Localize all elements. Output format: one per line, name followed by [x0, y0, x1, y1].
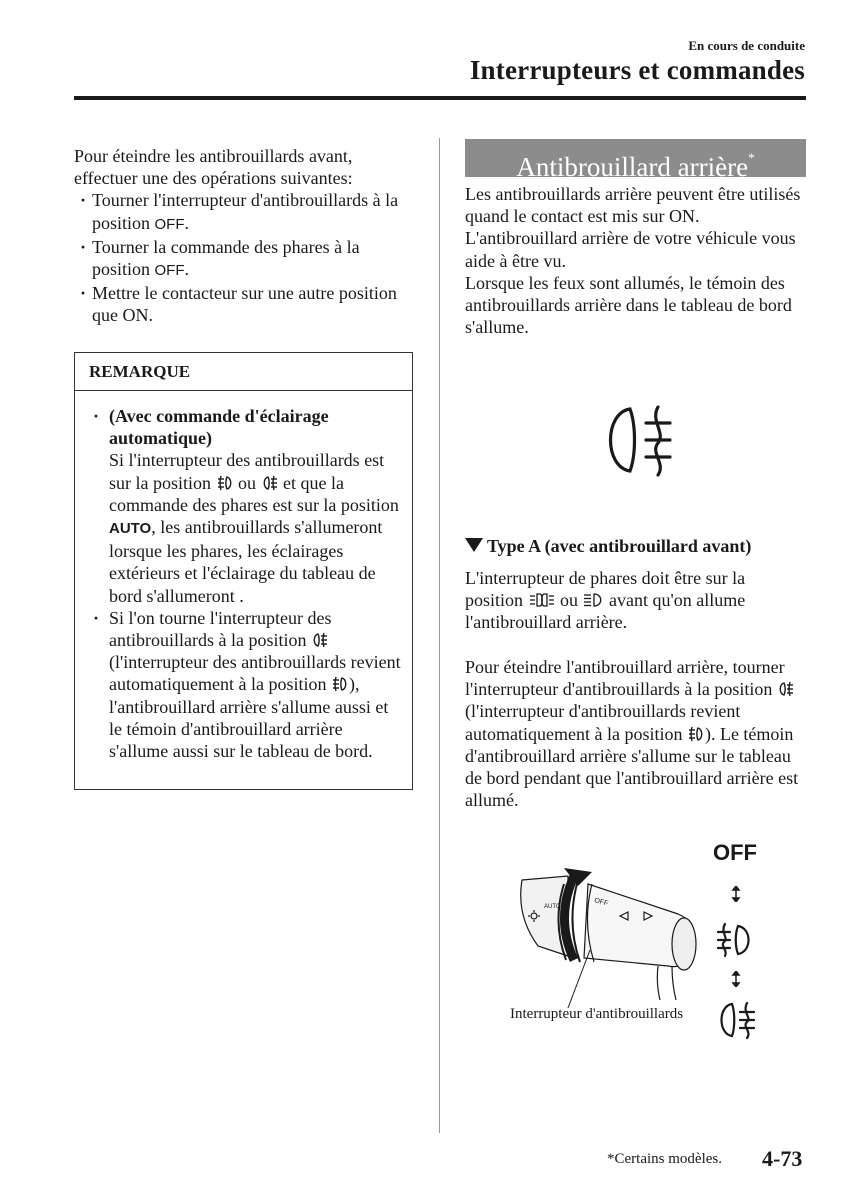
callout-label: Interrupteur d'antibrouillards — [510, 1006, 684, 1022]
intro-paragraph: Les antibrouillards arrière peuvent être utilisés quand le contact est mis sur ON. L'antibrouillard arrière de votre véhicule vous aide à être vu. — [465, 184, 801, 271]
updown-arrow-icon — [729, 971, 743, 987]
rear-fog-icon — [716, 1000, 756, 1040]
note-item — [89, 607, 402, 762]
section-label: En cours de conduite — [688, 38, 805, 53]
footnote: *Certains modèles. — [607, 1151, 722, 1167]
column-divider — [439, 138, 440, 1133]
list-item-end: . — [184, 259, 190, 280]
note-text: et que la commande des phares est sur la position — [109, 472, 399, 515]
list-item-end: . — [184, 212, 190, 233]
headlights-icon — [583, 592, 605, 608]
note-box — [74, 352, 413, 790]
list-item-text: Tourner l'interrupteur d'antibrouillards à la position — [92, 190, 399, 233]
type-heading-text: Type A (avec antibrouillard avant) — [487, 536, 752, 556]
list-item-text: Mettre le contacteur sur une autre position que ON. — [92, 283, 397, 326]
callout-leader-line — [560, 950, 600, 1010]
note-body — [75, 391, 412, 762]
paragraph-text: avant qu'on allume l'antibrouillard arrière. — [465, 590, 746, 633]
rear-fog-icon — [261, 475, 279, 491]
page-title: Interrupteurs et commandes — [469, 55, 805, 85]
note-text: Si l'interrupteur des antibrouillards est sur la position — [109, 450, 385, 493]
parking-lights-icon — [528, 592, 556, 608]
intro-paragraph: Pour éteindre les antibrouillards avant, effectuer une des opérations suivantes: — [74, 146, 353, 189]
auto-code: AUTO — [109, 520, 152, 538]
paragraph-text: ). Le témoin d'antibrouillard arrière s'allume sur le tableau de bord pendant que l'antibrouillard arrière est allumé. — [465, 723, 799, 811]
list-item-text: Tourner la commande des phares à la position — [92, 236, 360, 280]
right-intro — [465, 183, 805, 338]
paragraph-text: (l'interrupteur d'antibrouillards revient automatiquement à la position — [465, 701, 741, 744]
front-fog-icon — [331, 676, 349, 692]
note-text: Si l'on tourne l'interrupteur des antibrouillards à la position — [109, 607, 332, 651]
page-number: 4-73 — [762, 1146, 803, 1171]
section-banner — [465, 139, 806, 182]
left-column-text — [74, 145, 419, 327]
paragraph-text: L'interrupteur de phares doit être sur la position — [465, 568, 746, 611]
note-text: (l'interrupteur des antibrouillards revient automatiquement à la position — [109, 652, 401, 695]
light-stalk-illustration — [508, 866, 713, 1000]
list-item — [74, 282, 419, 326]
position-code: OFF — [154, 262, 185, 280]
stalk-mark-auto: AUTO — [544, 904, 561, 910]
stalk-mark-off: OFF — [593, 897, 609, 908]
paragraph-text: Pour éteindre l'antibrouillard arrière, tourner l'interrupteur d'antibrouillards à la position — [465, 657, 785, 700]
note-title: REMARQUE — [75, 353, 412, 391]
rear-fog-icon — [777, 681, 795, 697]
position-code: OFF — [154, 215, 185, 233]
front-fog-icon — [687, 726, 705, 742]
footnote-mark: * — [748, 150, 755, 165]
note-text: ou — [238, 472, 256, 493]
intro-paragraph: Lorsque les feux sont allumés, le témoin des antibrouillards arrière dans le tableau de bord s'allume. — [465, 272, 792, 338]
off-label: OFF — [713, 840, 757, 865]
turn-off-paragraph — [465, 656, 805, 811]
front-fog-icon — [716, 922, 754, 958]
paragraph-text: ou — [560, 590, 579, 611]
section-banner-title: Antibrouillard arrière — [516, 152, 749, 182]
updown-arrow-icon — [729, 886, 743, 902]
list-item — [74, 189, 419, 235]
note-text: ), l'antibrouillard arrière s'allume aussi et le témoin d'antibrouillard arrière s'allume aussi sur le tableau de bord. — [109, 674, 389, 762]
type-heading — [465, 536, 751, 557]
front-fog-icon — [216, 475, 234, 491]
triangle-marker-icon — [465, 538, 483, 552]
note-item — [89, 405, 402, 607]
headlight-position-paragraph — [465, 567, 805, 634]
off-steps-list — [74, 189, 419, 326]
rear-fog-icon — [600, 403, 676, 477]
note-text: , les antibrouillards s'allumeront lorsque les phares, les éclairages extérieurs et l'éclairage du tableau de bord s'allumeront . — [109, 517, 383, 606]
note-item-heading: (Avec commande d'éclairage automatique) — [109, 406, 329, 449]
header-rule — [74, 96, 806, 100]
rear-fog-icon — [311, 632, 329, 648]
list-item — [74, 236, 419, 282]
